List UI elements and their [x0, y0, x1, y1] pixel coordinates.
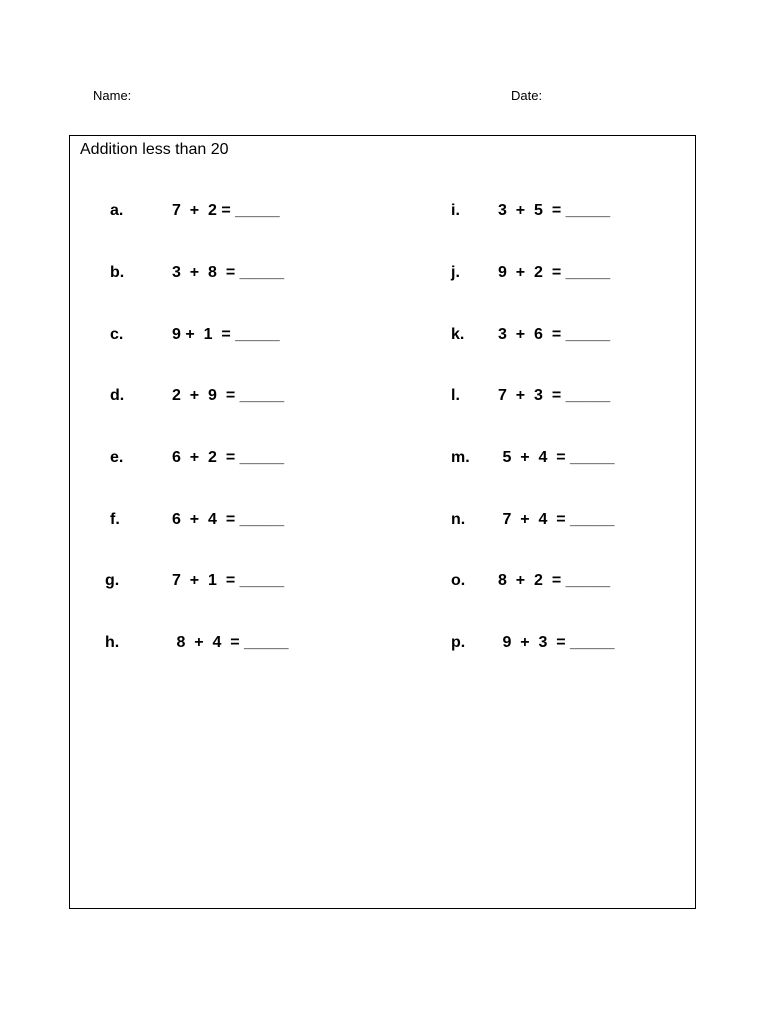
- problem-b: [70, 264, 370, 286]
- problem-m: [410, 449, 710, 471]
- problem-letter: p.: [451, 634, 466, 651]
- problem-expression: 8 + 2 = _____: [498, 572, 611, 589]
- problem-p: [410, 634, 710, 656]
- problem-expression: 6 + 4 = _____: [172, 511, 285, 528]
- problem-expression: 3 + 8 = _____: [172, 264, 285, 281]
- problem-letter: c.: [110, 326, 124, 343]
- problem-h: [70, 634, 370, 656]
- problem-letter: f.: [110, 511, 120, 528]
- name-label: Name:: [93, 88, 132, 103]
- worksheet-box: [69, 135, 696, 909]
- problem-letter: o.: [451, 572, 466, 589]
- problem-expression: 7 + 1 = _____: [172, 572, 285, 589]
- worksheet-title: Addition less than 20: [80, 141, 229, 158]
- problem-letter: h.: [105, 634, 120, 651]
- problem-expression: 3 + 5 = _____: [498, 202, 611, 219]
- problem-f: [70, 511, 370, 533]
- date-label: Date:: [511, 88, 543, 103]
- problem-expression: 9 + 3 = _____: [498, 634, 615, 651]
- problem-o: [410, 572, 710, 594]
- problem-expression: 5 + 4 = _____: [498, 449, 615, 466]
- problem-e: [70, 449, 370, 471]
- problem-expression: 3 + 6 = _____: [498, 326, 611, 343]
- problem-l: [410, 387, 710, 409]
- problem-n: [410, 511, 710, 533]
- problem-c: [70, 326, 370, 348]
- problem-expression: 7 + 2 = _____: [172, 202, 280, 219]
- problem-letter: g.: [105, 572, 120, 589]
- problem-letter: k.: [451, 326, 465, 343]
- problem-letter: b.: [110, 264, 125, 281]
- problem-letter: e.: [110, 449, 124, 466]
- problem-g: [70, 572, 370, 594]
- problem-a: [70, 202, 370, 224]
- problem-expression: 8 + 4 = _____: [172, 634, 289, 651]
- problem-expression: 7 + 4 = _____: [498, 511, 615, 528]
- problem-letter: i.: [451, 202, 460, 219]
- problem-letter: j.: [451, 264, 460, 281]
- problem-letter: n.: [451, 511, 466, 528]
- problem-letter: m.: [451, 449, 470, 466]
- problem-letter: d.: [110, 387, 125, 404]
- problem-i: [410, 202, 710, 224]
- problem-d: [70, 387, 370, 409]
- problem-letter: a.: [110, 202, 124, 219]
- problem-expression: 9 + 2 = _____: [498, 264, 611, 281]
- problem-k: [410, 326, 710, 348]
- problem-letter: l.: [451, 387, 460, 404]
- problem-expression: 2 + 9 = _____: [172, 387, 285, 404]
- problem-expression: 9 + 1 = _____: [172, 326, 280, 343]
- problem-j: [410, 264, 710, 286]
- problem-expression: 7 + 3 = _____: [498, 387, 611, 404]
- problem-expression: 6 + 2 = _____: [172, 449, 285, 466]
